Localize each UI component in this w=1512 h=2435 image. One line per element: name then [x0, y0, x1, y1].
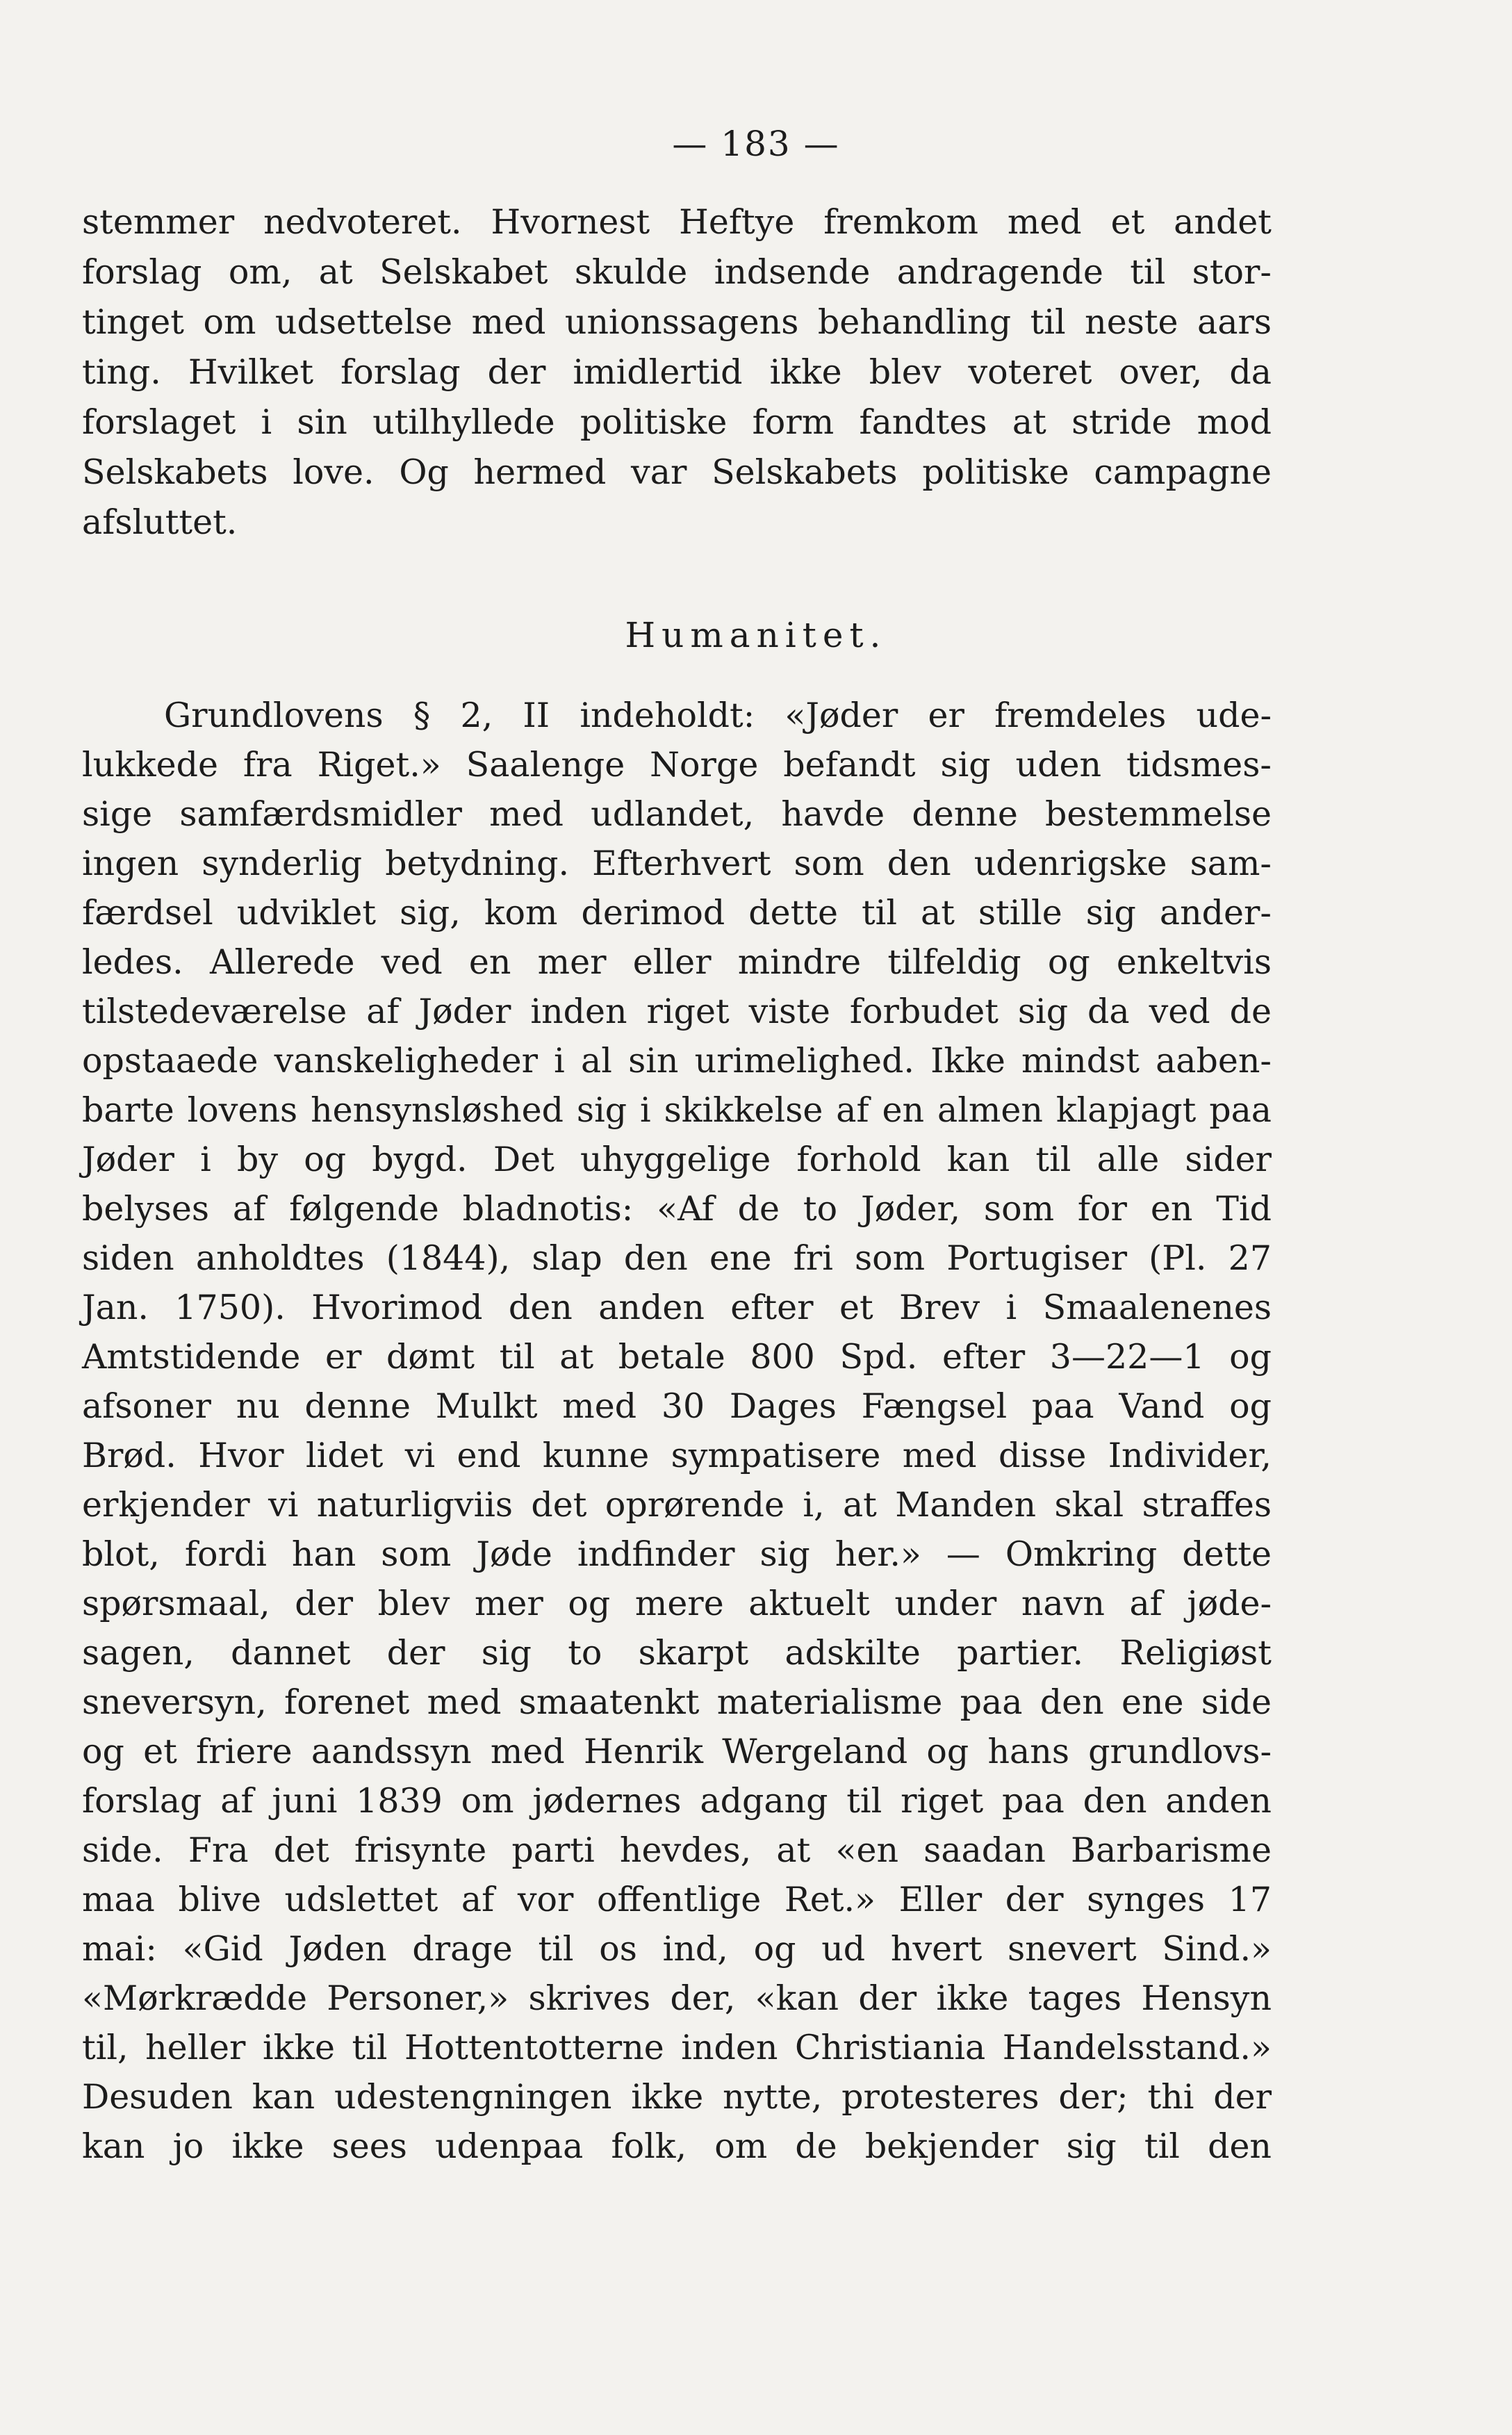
text-line: Selskabets love. Og hermed var Selskabets politiske campagne: [82, 452, 1272, 492]
text-line: stemmer nedvoteret. Hvornest Heftye fremkom med et andet: [82, 202, 1272, 242]
text-line: side. Fra det frisynte parti hevdes, at «en saadan Barbarisme: [82, 1830, 1272, 1870]
text-line: afsoner nu denne Mulkt med 30 Dages Fængsel paa Vand og: [82, 1386, 1272, 1426]
text-line: mai: «Gid Jøden drage til os ind, og ud hvert snevert Sind.»: [82, 1929, 1272, 1969]
text-line: belyses af følgende bladnotis: «Af de to Jøder, som for en Tid: [82, 1189, 1272, 1229]
text-line: lukkede fra Riget.» Saalenge Norge befandt sig uden tidsmes-: [82, 745, 1272, 785]
text-line: Jan. 1750). Hvorimod den anden efter et Brev i Smaalenenes: [82, 1288, 1272, 1327]
text-line: Brød. Hvor lidet vi end kunne sympatisere med disse Individer,: [82, 1436, 1272, 1475]
text-line: afsluttet.: [82, 502, 238, 542]
text-line: opstaaede vanskeligheder i al sin urimelighed. Ikke mindst aaben-: [82, 1041, 1272, 1081]
text-line: tilstedeværelse af Jøder inden riget viste forbudet sig da ved de: [82, 992, 1272, 1031]
text-line: forslag om, at Selskabet skulde indsende andragende til stor-: [82, 252, 1272, 292]
text-line: «Mørkrædde Personer,» skrives der, «kan der ikke tages Hensyn: [82, 1978, 1272, 2018]
text-line: Desuden kan udestengningen ikke nytte, protesteres der; thi der: [82, 2077, 1272, 2117]
text-line: sige samfærdsmidler med udlandet, havde denne bestemmelse: [82, 794, 1272, 834]
section-heading: Humanitet.: [625, 615, 887, 655]
text-line: kan jo ikke sees udenpaa folk, om de bekjender sig til den: [82, 2126, 1272, 2166]
text-line: Jøder i by og bygd. Det uhyggelige forhold kan til alle sider: [82, 1140, 1272, 1179]
text-line: og et friere aandssyn med Henrik Wergeland og hans grundlovs-: [82, 1732, 1272, 1771]
text-line: Amtstidende er dømt til at betale 800 Spd. efter 3—22—1 og: [82, 1337, 1272, 1377]
text-line: ingen synderlig betydning. Efterhvert som den udenrigske sam-: [82, 844, 1272, 883]
text-line: tinget om udsettelse med unionssagens behandling til neste aars: [82, 302, 1272, 342]
text-line: til, heller ikke til Hottentotterne inden Christiania Handelsstand.»: [82, 2028, 1272, 2067]
text-line: færdsel udviklet sig, kom derimod dette til at stille sig ander-: [82, 893, 1272, 933]
text-line: erkjender vi naturligviis det oprørende i, at Manden skal straffes: [82, 1485, 1272, 1525]
text-line: sagen, dannet der sig to skarpt adskilte partier. Religiøst: [82, 1633, 1272, 1673]
text-line: ting. Hvilket forslag der imidlertid ikke blev voteret over, da: [82, 352, 1272, 392]
text-line: sneversyn, forenet med smaatenkt materialisme paa den ene side: [82, 1682, 1272, 1722]
page-number: — 183 —: [672, 124, 840, 164]
text-line: ledes. Allerede ved en mer eller mindre tilfeldig og enkeltvis: [82, 942, 1272, 982]
text-line: blot, fordi han som Jøde indfinder sig her.» — Omkring dette: [82, 1534, 1272, 1574]
text-line: barte lovens hensynsløshed sig i skikkelse af en almen klapjagt paa: [82, 1090, 1272, 1130]
text-line: spørsmaal, der blev mer og mere aktuelt under navn af jøde-: [82, 1584, 1272, 1623]
text-line: Grundlovens § 2, II indeholdt: «Jøder er fremdeles ude-: [164, 696, 1272, 735]
text-line: forslag af juni 1839 om jødernes adgang til riget paa den anden: [82, 1781, 1272, 1821]
text-line: forslaget i sin utilhyllede politiske form fandtes at stride mod: [82, 402, 1272, 442]
text-line: siden anholdtes (1844), slap den ene fri som Portugiser (Pl. 27: [82, 1238, 1272, 1278]
text-line: maa blive udslettet af vor offentlige Ret.» Eller der synges 17: [82, 1880, 1272, 1919]
